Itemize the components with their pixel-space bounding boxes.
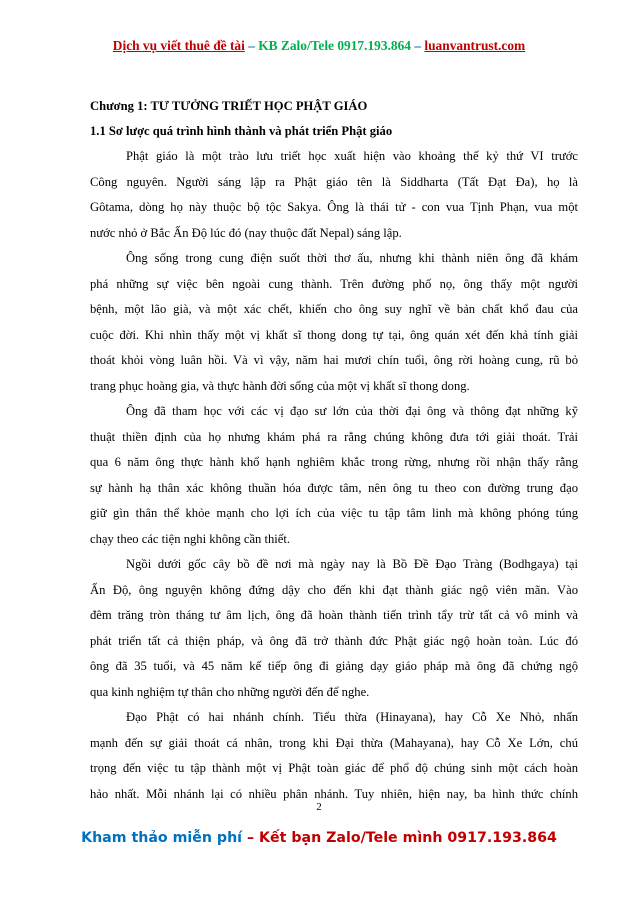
paragraph-line: mạnh đến sự giải thoát cá nhân, trong khi Đại thừa (Mahayana), hay Cỗ Xe Lớn, chú xyxy=(90,735,578,750)
page-number: 2 xyxy=(316,801,322,813)
chapter-title: Chương 1: TƯ TƯỞNG TRIẾT HỌC PHẬT GIÁO xyxy=(90,99,368,113)
paragraph-line: nước nhỏ ở Bắc Ấn Độ lúc đó (nay thuộc đất Nepal) sáng lập. xyxy=(90,225,402,240)
paragraph-line: sự hành hạ thân xác không thuần hóa được tâm, nên ông tu theo con đường trung đạo xyxy=(90,480,578,495)
paragraph-line: Phật giáo là một trào lưu triết học xuất hiện vào khoảng thế kỷ thứ VI trước xyxy=(126,149,578,163)
paragraph-line: Ông đã tham học với các vị đạo sư lớn của thời đại ông và thông đạt những kỹ xyxy=(126,404,578,418)
footer-contact: – Kết bạn Zalo/Tele mình 0917.193.864 xyxy=(242,830,557,846)
zalo-contact: KB Zalo/Tele 0917.193.864 xyxy=(258,38,411,53)
paragraph-line: ông đã 35 tuổi, và 45 năm kế tiếp ông đi giảng dạy giáo pháp mà ông đã chứng ngộ xyxy=(90,659,578,673)
paragraph-line: thuật thiền định của họ nhưng khám phá ra rằng chúng không đưa tới giải thoát. Trải xyxy=(90,429,578,444)
paragraph-line: trang phục hoàng gia, và thực hành đời sống của một vị khất sĩ thong dong. xyxy=(90,378,470,393)
service-link[interactable]: Dịch vụ viết thuê đề tài xyxy=(112,38,245,53)
paragraph-line: qua kinh nghiệm tự thân cho những người đến để nghe. xyxy=(90,684,370,699)
paragraph-line: phát triển tất cả thiện pháp, và ông đã trở thành đức Phật giác ngộ hoàn toàn. Lúc đó xyxy=(90,633,578,648)
paragraph-line: giữ gìn thân thể khỏe mạnh cho lợi ích của việc tu tập tâm linh mà không phóng túng xyxy=(90,506,578,520)
paragraph-line: Ngồi dưới gốc cây bồ đề nơi mà ngày nay là Bồ Đề Đạo Tràng (Bodhgaya) tại xyxy=(126,557,578,571)
paragraph-line: thoát khỏi vòng luân hồi. Và vì vậy, năm hai mươi chín tuổi, ông rời hoàng cung, rũ bỏ xyxy=(90,353,578,367)
paragraph-line: cuộc đời. Khi nhìn thấy một vị khất sĩ thong dong tự tại, ông quán xét đến khả tính giải xyxy=(90,327,578,342)
paragraph-line: bệnh, một lão già, và một xác chết, khiến cho ông suy nghĩ về bản chất khổ đau của xyxy=(90,302,578,316)
paragraph xyxy=(90,399,578,552)
paragraph-line: trọng đến việc tu tập thành một vị Phật toàn giác để phổ độ chúng sinh một cách hoàn xyxy=(90,761,578,775)
header-separator: – xyxy=(244,38,259,53)
paragraph-line: Công nguyên. Người sáng lập ra Phật giáo tên là Siddharta (Tất Đạt Đa), họ là xyxy=(90,174,578,189)
header-separator: – xyxy=(411,38,425,53)
paragraph xyxy=(90,552,578,705)
paragraph-line: hảo nhất. Mỗi nhánh lại có nhiều phân nhánh. Tuy nhiên, hiện nay, ba hình thức chính xyxy=(90,786,578,801)
paragraph xyxy=(90,246,578,399)
paragraph-line: Đạo Phật có hai nhánh chính. Tiểu thừa (Hinayana), hay Cỗ Xe Nhỏ, nhấn xyxy=(126,710,578,724)
website-link[interactable]: luanvantrust.com xyxy=(424,38,526,53)
paragraph-line: qua 6 năm ông thực hành khổ hạnh nghiêm khắc trong rừng, nhưng rồi nhận thấy rằng xyxy=(90,455,578,469)
paragraph-line: chạy theo các tiện nghi không cần thiết. xyxy=(90,531,291,546)
paragraph-line: Ông sống trong cung điện suốt thời thơ ấu, nhưng khi thành niên ông đã khám xyxy=(126,251,578,265)
paragraph-line: đêm trăng tròn tháng tư âm lịch, ông đã hoàn thành tiến trình tẩy trừ tất cả vô minh và xyxy=(90,608,578,622)
free-reference-link[interactable]: Kham thảo miễn phí xyxy=(81,830,243,846)
paragraph-line: Gôtama, dòng họ này thuộc bộ tộc Sakya. Ông là thái tử - con vua Tịnh Phạn, vua một xyxy=(90,200,578,214)
paragraph-line: phá những sự việc bên ngoài cung thành. Trên đường phố nọ, ông thấy một người xyxy=(90,276,578,291)
paragraph-line: Ấn Độ, ông nguyện không đứng dậy cho đến khi đạt thành giác ngộ viên mãn. Vào xyxy=(90,582,578,597)
document-body xyxy=(90,94,578,807)
page-footer-banner xyxy=(0,830,638,846)
paragraph xyxy=(90,144,578,246)
section-title: 1.1 Sơ lược quá trình hình thành và phát triển Phật giáo xyxy=(90,124,393,138)
page-header-banner xyxy=(0,38,638,54)
paragraph xyxy=(90,705,578,807)
